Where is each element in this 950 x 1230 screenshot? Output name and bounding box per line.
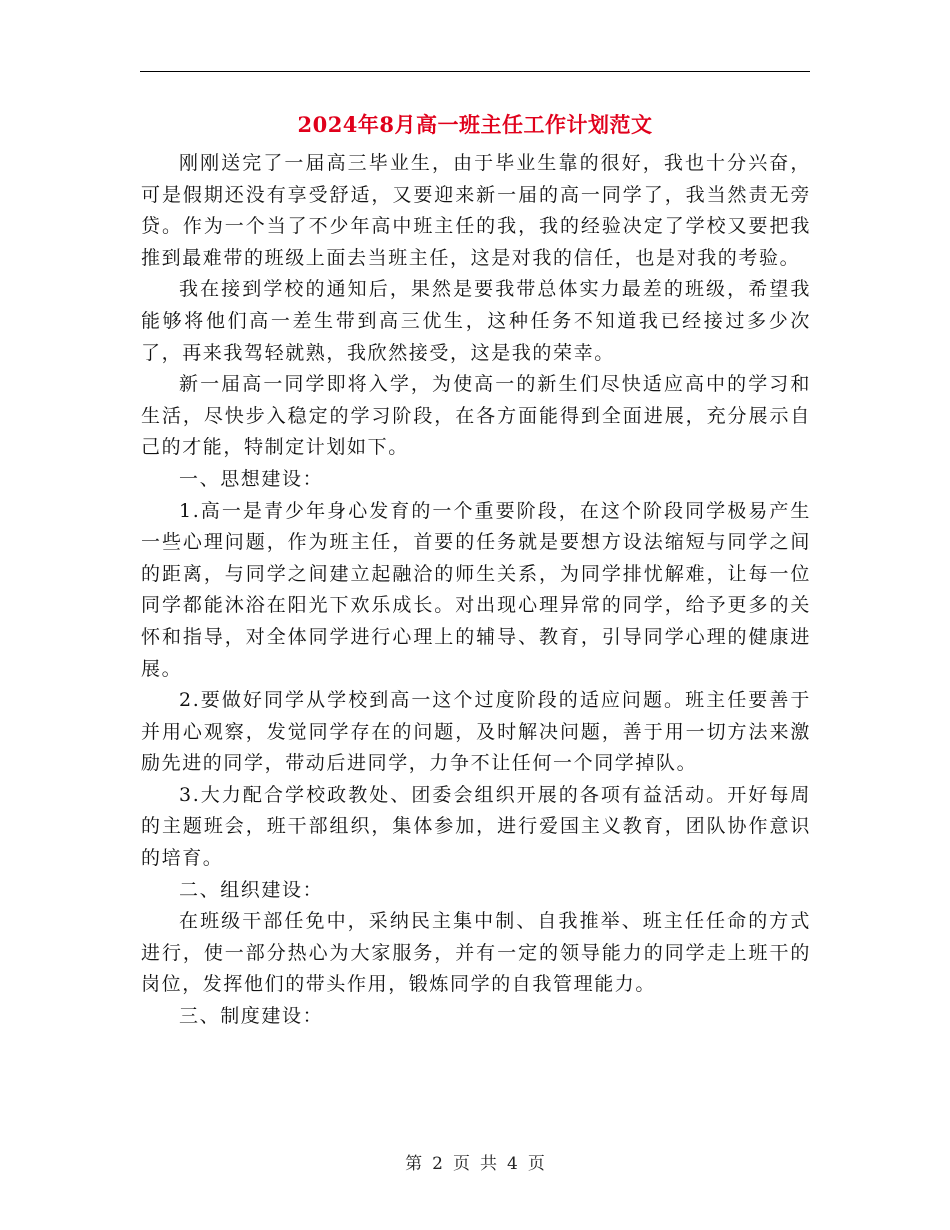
- document-title: 2024年8月高一班主任工作计划范文: [297, 112, 653, 137]
- footer-total-pages: 4: [507, 1154, 518, 1174]
- paragraph-intro-2: 我在接到学校的通知后，果然是要我带总体实力最差的班级，希望我能够将他们高一差生带到高三优生，这种任务不知道我已经接过多少次了，再来我驾轻就熟，我欣然接受，这是我的荣幸。: [141, 278, 811, 364]
- list-item-2: 2.要做好同学从学校到高一这个过度阶段的适应问题。班主任要善于并用心观察，发觉同学存在的问题，及时解决问题，善于用一切方法来激励先进的同学，带动后进同学，力争不让任何一个同学掉队。: [141, 689, 811, 775]
- section-heading-organization: 二、组织建设：: [179, 878, 324, 901]
- footer-current-page: 2: [432, 1154, 443, 1174]
- paragraph-intro-1: 刚刚送完了一届高三毕业生，由于毕业生靠的很好，我也十分兴奋，可是假期还没有享受舒适，又要迎来新一届的高一同学了，我当然责无旁贷。作为一个当了不少年高中班主任的我，我的经验决定了学校又要把我推到最难带的班级上面去当班主任，这是对我的信任，也是对我的考验。: [141, 152, 811, 269]
- footer-page-word: 页: [453, 1154, 470, 1174]
- header-rule: [140, 71, 810, 72]
- document-body: [141, 148, 811, 1033]
- paragraph-organization: 在班级干部任免中，采纳民主集中制、自我推举、班主任任命的方式进行，使一部分热心为大家服务，并有一定的领导能力的同学走上班干的岗位，发挥他们的带头作用，锻炼同学的自我管理能力。: [141, 910, 811, 996]
- paragraph-intro-3: 新一届高一同学即将入学，为使高一的新生们尽快适应高中的学习和生活，尽快步入稳定的学习阶段，在各方面能得到全面进展，充分展示自己的才能，特制定计划如下。: [141, 373, 811, 459]
- footer-suffix: 页: [527, 1154, 545, 1174]
- list-item-1: 1.高一是青少年身心发育的一个重要阶段，在这个阶段同学极易产生一些心理问题，作为班主任，首要的任务就是要想方设法缩短与同学之间的距离，与同学之间建立起融洽的师生关系，为同学排忧解难，让每一位同学都能沐浴在阳光下欢乐成长。对出现心理异常的同学，给予更多的关怀和指导，对全体同学进行心理上的辅导、教育，引导同学心理的健康进展。: [141, 499, 811, 680]
- footer-prefix: 第: [405, 1154, 423, 1174]
- page-footer: [0, 1152, 950, 1176]
- section-heading-thought: 一、思想建设：: [179, 467, 324, 490]
- section-heading-system: 三、制度建设：: [179, 1005, 324, 1028]
- footer-total-word: 共: [480, 1154, 497, 1174]
- list-item-3: 3.大力配合学校政教处、团委会组织开展的各项有益活动。开好每周的主题班会，班干部组织，集体参加，进行爱国主义教育，团队协作意识的培育。: [141, 783, 811, 870]
